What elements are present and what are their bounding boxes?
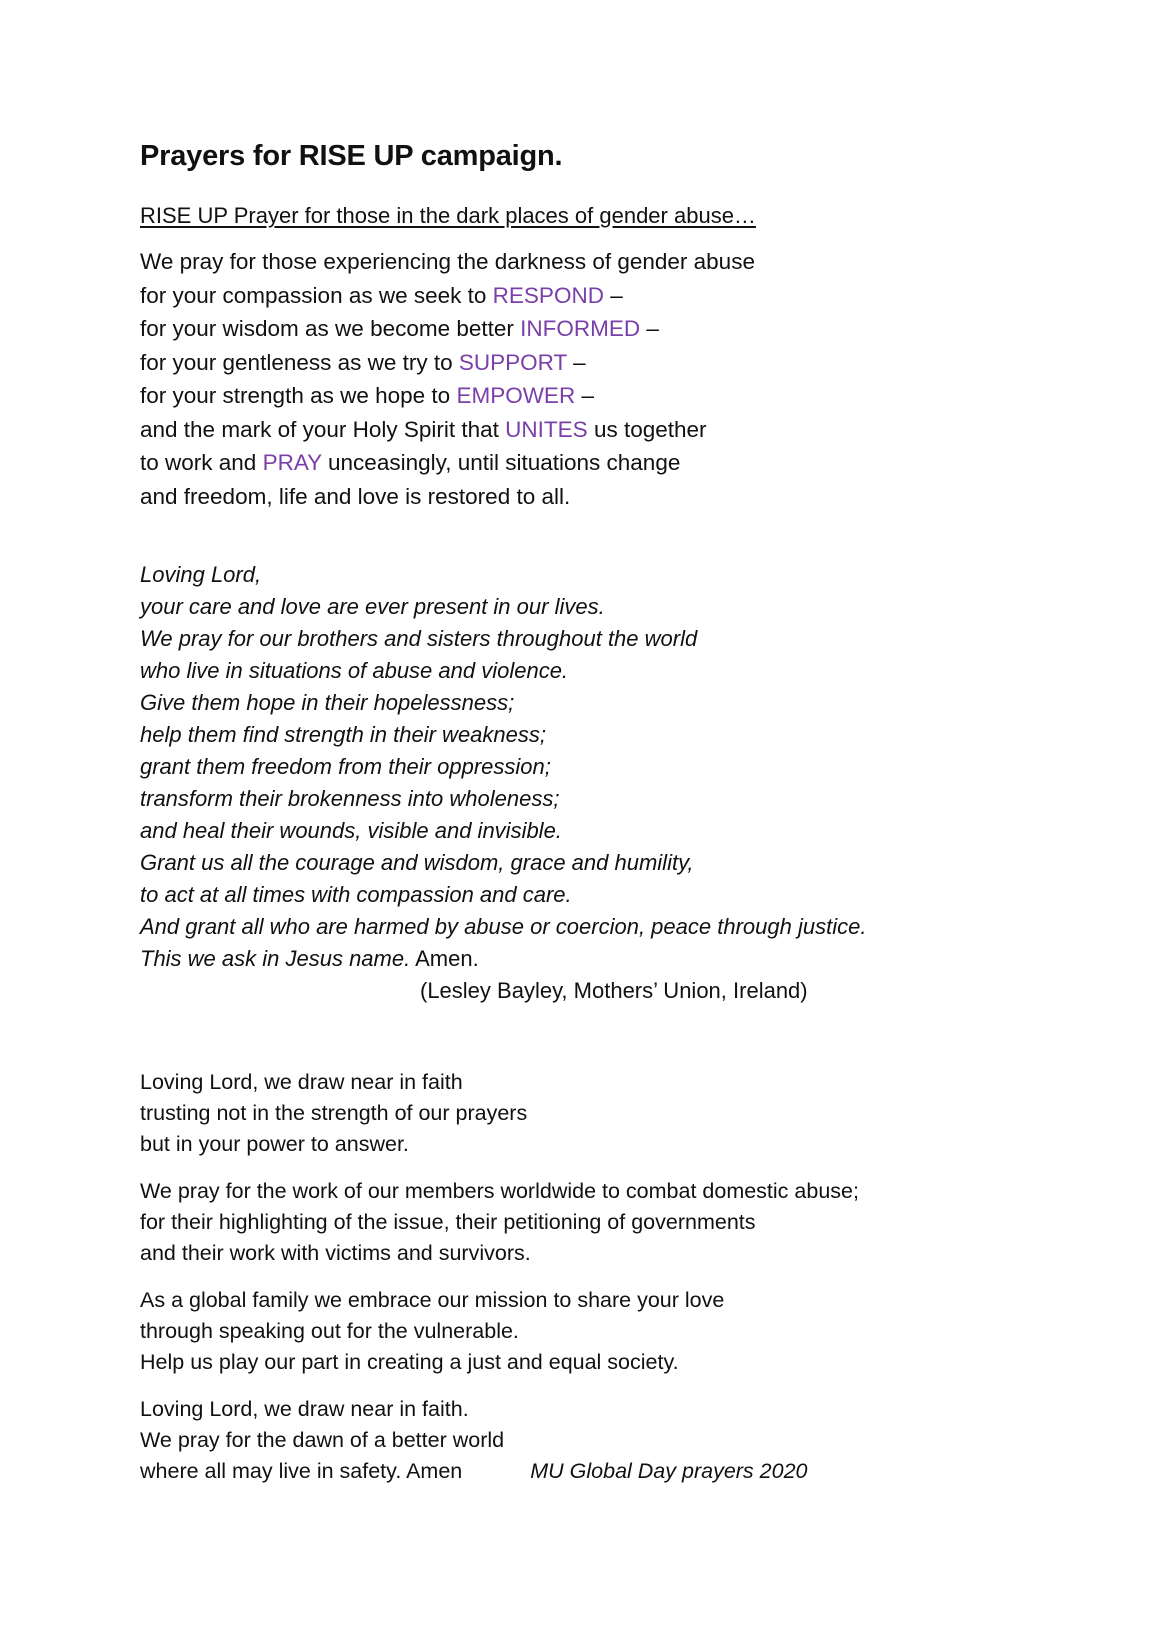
prayer-paragraph: As a global family we embrace our mission to share your love through speaking out for the vulnerable. Help us play our part in creating a just and equal society. [140, 1288, 725, 1374]
document-page [140, 140, 1100, 1503]
prayer-line: for your strength as we hope to EMPOWER – [140, 383, 594, 408]
prayer-paragraph: Loving Lord, we draw near in faith trusting not in the strength of our prayers but in your power to answer. [140, 1070, 528, 1156]
prayer-line: Loving Lord, [140, 562, 262, 587]
prayer-line: transform their brokenness into wholeness; [140, 786, 560, 811]
prayer-line: We pray for our brothers and sisters throughout the world [140, 626, 698, 651]
prayer-paragraph: Loving Lord, we draw near in faith. We pray for the dawn of a better world where all may live in safety. Amen MU Global Day prayers 2020 [140, 1394, 1100, 1487]
prayer-line: your care and love are ever present in our lives. [140, 594, 605, 619]
prayer-line: help them find strength in their weakness; [140, 722, 547, 747]
keyword-empower: EMPOWER [456, 383, 576, 408]
prayer-line: And grant all who are harmed by abuse or coercion, peace through justice. [140, 914, 867, 939]
prayer-subheading: RISE UP Prayer for those in the dark places of gender abuse… [140, 203, 756, 228]
keyword-respond: RESPOND [492, 282, 604, 308]
prayer-line: for your wisdom as we become better INFORMED – [140, 316, 659, 341]
loving-lord-prayer [140, 559, 1100, 1007]
prayer-attribution: (Lesley Bayley, Mothers’ Union, Ireland) [420, 978, 808, 1003]
prayer-line: and heal their wounds, visible and invisible. [140, 818, 562, 843]
keyword-support: SUPPORT [458, 349, 567, 375]
prayer-line: Give them hope in their hopelessness; [140, 690, 515, 715]
prayer-line: grant them freedom from their oppression; [140, 754, 551, 779]
prayer-credit: MU Global Day prayers 2020 [530, 1459, 808, 1483]
prayer-line: Grant us all the courage and wisdom, grace and humility, [140, 850, 694, 875]
prayer-paragraph: We pray for the work of our members worldwide to combat domestic abuse; for their highlighting of the issue, their petitioning of governments and their work with victims and survivors. [140, 1179, 859, 1265]
keyword-unites: UNITES [505, 416, 588, 442]
prayer-line: to act at all times with compassion and care. [140, 882, 572, 907]
prayer-line: and the mark of your Holy Spirit that UNITES us together [140, 416, 707, 442]
prayer-line: who live in situations of abuse and violence. [140, 658, 569, 683]
prayer-line: and freedom, life and love is restored to all. [140, 483, 571, 509]
prayer-line: for your gentleness as we try to SUPPORT – [140, 349, 586, 375]
prayer-line: This we ask in Jesus name. Amen. [140, 946, 479, 971]
mu-global-day-prayer [140, 1067, 1100, 1487]
rise-up-prayer [140, 245, 1100, 513]
prayer-line: to work and PRAY unceasingly, until situations change [140, 450, 681, 475]
prayer-line: We pray for those experiencing the darkness of gender abuse [140, 249, 755, 274]
keyword-informed: INFORMED [520, 316, 641, 341]
keyword-pray: PRAY [262, 450, 322, 475]
prayer-line: for your compassion as we seek to RESPOND – [140, 282, 623, 308]
page-title: Prayers for RISE UP campaign. [140, 140, 563, 172]
